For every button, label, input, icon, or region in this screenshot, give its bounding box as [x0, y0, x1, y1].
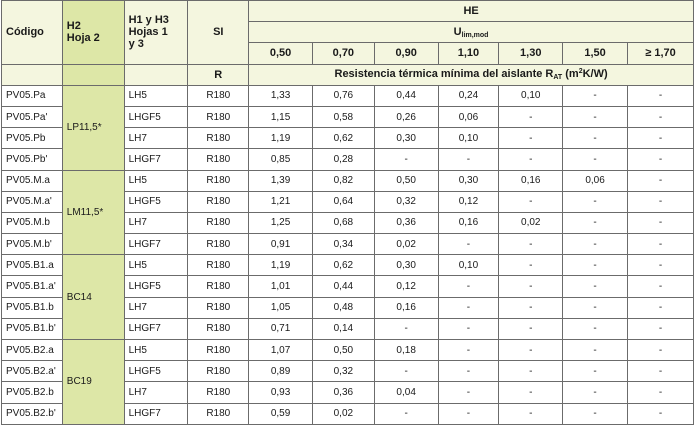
cell-value: 0,76: [312, 85, 374, 106]
cell-value: -: [627, 149, 693, 170]
table-row: [2, 85, 694, 106]
cell-h1h3: LHGF5: [124, 276, 188, 297]
cell-value: -: [374, 149, 438, 170]
cell-value: -: [499, 403, 563, 424]
table-row: [2, 340, 694, 361]
cell-value: 0,36: [374, 212, 438, 233]
cell-value: -: [499, 128, 563, 149]
u-value-header: ≥ 1,70: [627, 43, 693, 64]
cell-value: -: [438, 149, 499, 170]
cell-value: -: [627, 85, 693, 106]
cell-value: -: [499, 106, 563, 127]
cell-value: -: [499, 382, 563, 403]
table-row: [2, 170, 694, 191]
cell-value: -: [563, 255, 628, 276]
cell-h1h3: LH7: [124, 128, 188, 149]
cell-h1h3: LHGF5: [124, 106, 188, 127]
cell-si: R180: [188, 318, 249, 339]
cell-codigo: PV05.B2.b': [2, 403, 63, 424]
cell-value: -: [563, 234, 628, 255]
cell-value: -: [374, 361, 438, 382]
cell-value: -: [563, 191, 628, 212]
cell-si: R180: [188, 128, 249, 149]
cell-value: 0,30: [438, 170, 499, 191]
cell-si: R180: [188, 212, 249, 233]
cell-value: 0,68: [312, 212, 374, 233]
cell-codigo: PV05.M.a': [2, 191, 63, 212]
header-r: R: [188, 64, 249, 85]
cell-value: 0,44: [374, 85, 438, 106]
cell-value: -: [563, 106, 628, 127]
cell-si: R180: [188, 85, 249, 106]
cell-value: -: [438, 297, 499, 318]
cell-value: -: [563, 85, 628, 106]
cell-value: 0,93: [249, 382, 313, 403]
cell-value: 0,82: [312, 170, 374, 191]
cell-h1h3: LH7: [124, 297, 188, 318]
cell-codigo: PV05.M.b: [2, 212, 63, 233]
cell-value: 0,62: [312, 255, 374, 276]
table-body: [2, 85, 694, 424]
cell-value: -: [627, 191, 693, 212]
cell-si: R180: [188, 297, 249, 318]
cell-codigo: PV05.B1.a: [2, 255, 63, 276]
cell-value: -: [627, 106, 693, 127]
cell-value: 0,10: [438, 255, 499, 276]
header-blank-h2: [62, 64, 124, 85]
cell-value: 0,10: [438, 128, 499, 149]
cell-h1h3: LHGF7: [124, 318, 188, 339]
cell-value: 0,10: [499, 85, 563, 106]
cell-h1h3: LH5: [124, 85, 188, 106]
cell-value: -: [499, 318, 563, 339]
cell-codigo: PV05.Pa': [2, 106, 63, 127]
header-resistencia: Resistencia térmica mínima del aislante $R_{AT}$ $(m^2K/W)$: [249, 64, 694, 85]
cell-h1h3: LH5: [124, 170, 188, 191]
cell-value: 0,28: [312, 149, 374, 170]
cell-value: 0,02: [312, 403, 374, 424]
cell-h1h3: LHGF5: [124, 361, 188, 382]
header-h1h3: H1 y H3 Hojas 1 y 3: [124, 1, 188, 65]
cell-value: 0,71: [249, 318, 313, 339]
cell-value: -: [627, 403, 693, 424]
cell-value: -: [627, 276, 693, 297]
cell-h2-group: LM11,5*: [62, 170, 124, 255]
cell-value: -: [499, 234, 563, 255]
cell-value: -: [438, 234, 499, 255]
cell-value: -: [627, 361, 693, 382]
cell-value: -: [563, 297, 628, 318]
cell-value: 0,30: [374, 128, 438, 149]
cell-value: 0,12: [438, 191, 499, 212]
cell-si: R180: [188, 106, 249, 127]
cell-codigo: PV05.B2.a: [2, 340, 63, 361]
cell-value: 0,02: [499, 212, 563, 233]
cell-value: 0,26: [374, 106, 438, 127]
cell-value: 0,14: [312, 318, 374, 339]
cell-value: 1,19: [249, 255, 313, 276]
cell-value: 0,16: [499, 170, 563, 191]
cell-h1h3: LHGF7: [124, 403, 188, 424]
u-value-header: 0,50: [249, 43, 313, 64]
cell-value: -: [563, 318, 628, 339]
cell-h2-group: LP11,5*: [62, 85, 124, 170]
header-codigo: Código: [2, 1, 63, 65]
cell-h1h3: LH5: [124, 255, 188, 276]
cell-value: -: [627, 382, 693, 403]
header-ulim: $U_{lim,mod}$: [249, 22, 694, 43]
cell-value: -: [563, 403, 628, 424]
cell-value: -: [438, 276, 499, 297]
cell-value: 0,32: [374, 191, 438, 212]
cell-value: 1,25: [249, 212, 313, 233]
cell-value: -: [563, 128, 628, 149]
cell-codigo: PV05.Pb': [2, 149, 63, 170]
cell-value: 0,89: [249, 361, 313, 382]
cell-value: 0,50: [374, 170, 438, 191]
cell-codigo: PV05.B1.b': [2, 318, 63, 339]
cell-value: 0,50: [312, 340, 374, 361]
u-value-header: 0,90: [374, 43, 438, 64]
cell-value: 0,44: [312, 276, 374, 297]
cell-h2-group: BC14: [62, 255, 124, 340]
cell-value: -: [627, 212, 693, 233]
cell-si: R180: [188, 340, 249, 361]
cell-value: -: [627, 128, 693, 149]
cell-value: 1,07: [249, 340, 313, 361]
cell-codigo: PV05.Pb: [2, 128, 63, 149]
cell-h1h3: LHGF5: [124, 191, 188, 212]
cell-value: 0,59: [249, 403, 313, 424]
cell-value: 0,36: [312, 382, 374, 403]
cell-value: 0,16: [374, 297, 438, 318]
cell-value: -: [438, 403, 499, 424]
cell-value: 0,02: [374, 234, 438, 255]
cell-codigo: PV05.B2.a': [2, 361, 63, 382]
cell-value: 0,64: [312, 191, 374, 212]
cell-value: 0,85: [249, 149, 313, 170]
cell-value: 1,33: [249, 85, 313, 106]
cell-value: 0,34: [312, 234, 374, 255]
cell-value: 1,05: [249, 297, 313, 318]
cell-value: 0,06: [438, 106, 499, 127]
cell-value: -: [563, 276, 628, 297]
cell-value: -: [563, 212, 628, 233]
cell-value: 0,06: [563, 170, 628, 191]
u-value-header: 0,70: [312, 43, 374, 64]
header-he: HE: [249, 1, 694, 22]
cell-value: -: [499, 149, 563, 170]
cell-value: -: [438, 318, 499, 339]
cell-value: -: [499, 361, 563, 382]
cell-si: R180: [188, 276, 249, 297]
cell-value: 0,91: [249, 234, 313, 255]
cell-h2-group: BC19: [62, 340, 124, 425]
cell-si: R180: [188, 170, 249, 191]
cell-value: 0,48: [312, 297, 374, 318]
cell-value: 0,32: [312, 361, 374, 382]
cell-value: -: [627, 340, 693, 361]
u-value-header: 1,10: [438, 43, 499, 64]
cell-codigo: PV05.B1.a': [2, 276, 63, 297]
cell-value: -: [499, 297, 563, 318]
cell-value: 0,04: [374, 382, 438, 403]
cell-value: -: [499, 276, 563, 297]
cell-value: -: [438, 340, 499, 361]
cell-si: R180: [188, 361, 249, 382]
cell-value: -: [499, 255, 563, 276]
cell-h1h3: LHGF7: [124, 149, 188, 170]
header-si: SI: [188, 1, 249, 65]
cell-value: -: [563, 361, 628, 382]
cell-si: R180: [188, 403, 249, 424]
header-blank-codigo: [2, 64, 63, 85]
cell-value: -: [374, 318, 438, 339]
cell-si: R180: [188, 255, 249, 276]
cell-value: -: [627, 318, 693, 339]
cell-value: 0,62: [312, 128, 374, 149]
cell-value: 0,18: [374, 340, 438, 361]
cell-value: 0,58: [312, 106, 374, 127]
cell-h1h3: LH7: [124, 212, 188, 233]
cell-value: 1,39: [249, 170, 313, 191]
cell-value: -: [563, 382, 628, 403]
cell-codigo: PV05.B1.b: [2, 297, 63, 318]
cell-si: R180: [188, 234, 249, 255]
cell-si: R180: [188, 191, 249, 212]
cell-value: 0,12: [374, 276, 438, 297]
table-row: [2, 255, 694, 276]
header-blank-h1h3: [124, 64, 188, 85]
cell-value: -: [627, 297, 693, 318]
cell-codigo: PV05.M.b': [2, 234, 63, 255]
cell-value: -: [499, 340, 563, 361]
cell-si: R180: [188, 382, 249, 403]
cell-value: -: [499, 191, 563, 212]
cell-h1h3: LHGF7: [124, 234, 188, 255]
cell-value: 0,16: [438, 212, 499, 233]
cell-value: 1,21: [249, 191, 313, 212]
thermal-resistance-table: [1, 0, 694, 425]
cell-si: R180: [188, 149, 249, 170]
cell-value: -: [438, 382, 499, 403]
cell-value: -: [627, 255, 693, 276]
cell-value: 1,19: [249, 128, 313, 149]
cell-value: -: [438, 361, 499, 382]
cell-value: -: [627, 170, 693, 191]
cell-value: -: [563, 340, 628, 361]
cell-value: 1,01: [249, 276, 313, 297]
cell-codigo: PV05.Pa: [2, 85, 63, 106]
cell-h1h3: LH7: [124, 382, 188, 403]
cell-value: 0,24: [438, 85, 499, 106]
cell-value: -: [374, 403, 438, 424]
u-value-header: 1,30: [499, 43, 563, 64]
cell-codigo: PV05.B2.b: [2, 382, 63, 403]
cell-codigo: PV05.M.a: [2, 170, 63, 191]
u-value-header: 1,50: [563, 43, 628, 64]
cell-h1h3: LH5: [124, 340, 188, 361]
cell-value: 1,15: [249, 106, 313, 127]
cell-value: -: [563, 149, 628, 170]
cell-value: 0,30: [374, 255, 438, 276]
cell-value: -: [627, 234, 693, 255]
header-h2: H2 Hoja 2: [62, 1, 124, 65]
